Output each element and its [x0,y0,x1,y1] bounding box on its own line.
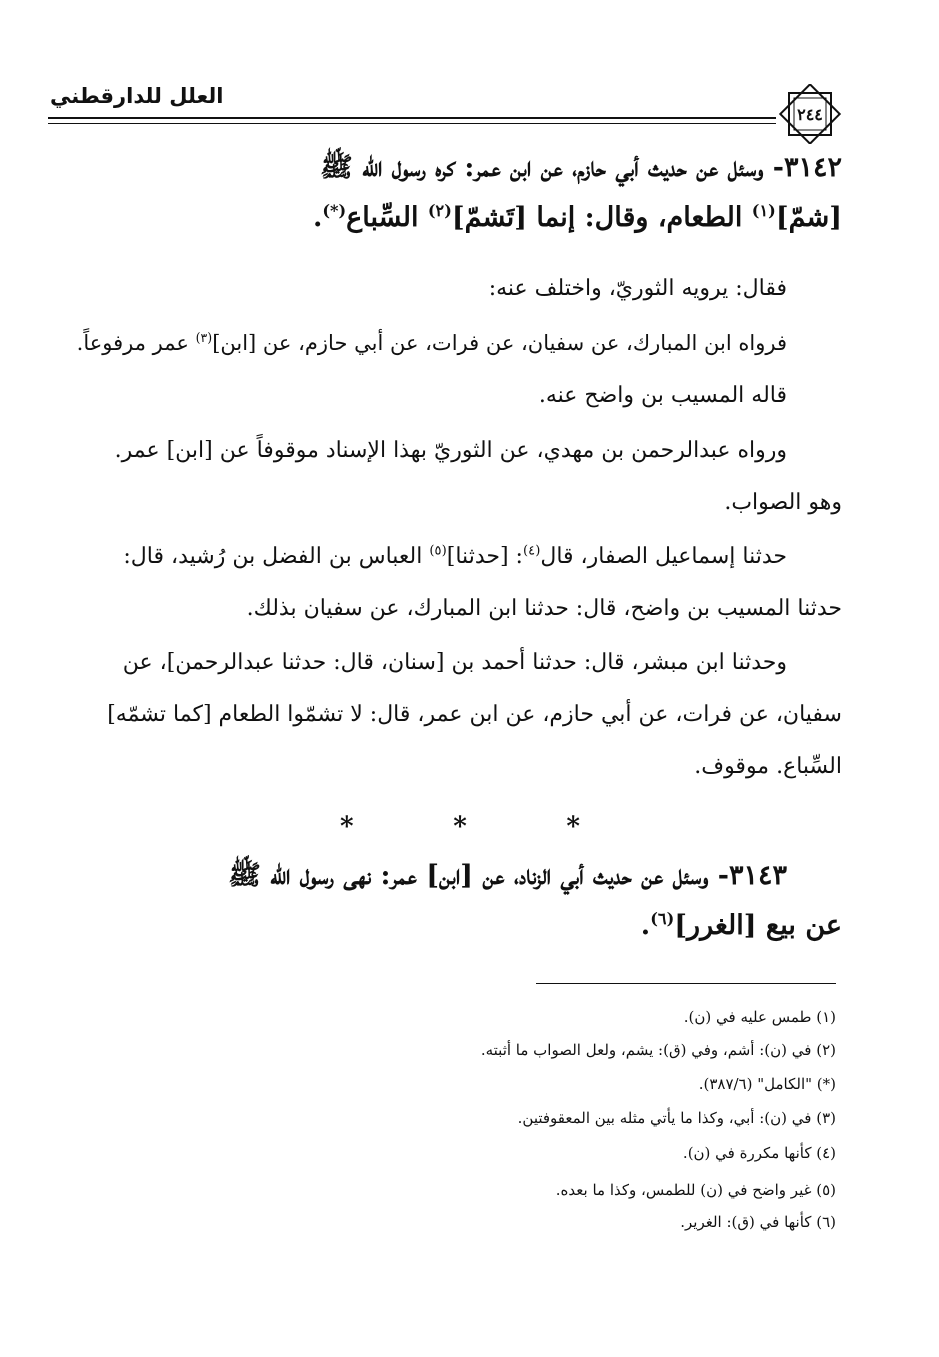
footnote: (١) طمس عليه في (ن). [683,1008,836,1026]
header-rule-thin [48,123,776,124]
entry-title-line: ٣١٤٢- وسئل عن حديث أبي حازم، عن ابن عمر: كره رسول الله ﷺ [320,152,842,183]
paragraph: وحدثنا ابن مبشر، قال: حدثنا أحمد بن [سنان، قال: حدثنا عبدالرحمن]، عن [122,650,787,675]
separator-star: * [566,812,580,842]
separator-star: * [453,812,467,842]
paragraph: قاله المسيب بن واضح عنه. [538,383,787,408]
paragraph: حدثنا إسماعيل الصفار، قال$^{(٤)}$: [حدثنا]$^{(٥)}$ العباس بن الفضل بن رُشيد، قال: [123,543,787,569]
paragraph: وهو الصواب. [724,490,842,515]
entry-title-line: [شمّ]$^{(١)}$ الطعام، وقال: إنما [تَشمّ]$^{(٢)}$ السِّباع(*). [312,201,842,233]
paragraph: سفيان، عن فرات، عن أبي حازم، عن ابن عمر، قال: لا تشمّوا الطعام [كما تشمّه] [107,702,842,727]
footnote-ref: (٤) [522,543,541,559]
section-separator [340,812,580,842]
entry-3142-title [70,150,842,250]
separator-star: * [340,812,354,842]
footnotes-divider [536,983,836,984]
footnote: (٦) كأنها في (ق): الغرير. [680,1213,836,1231]
footnote-ref: (١) [751,201,776,220]
footnote-ref: (٥) [429,543,447,559]
footnote: (*) "الكامل" (٣٨٧/٦). [698,1075,836,1093]
footnote-ref: (٢) [427,201,452,220]
entry-title-line: عن بيع [الغرر]$^{(٦)}$. [640,909,842,941]
paragraph: فرواه ابن المبارك، عن سفيان، عن فرات، عن أبي حازم، عن [ابن]$^{(٣)}$ عمر مرفوعاً. [76,330,787,355]
entry-title-line: ٣١٤٣- وسئل عن حديث أبي الزناد، عن [ابن] عمر: نهى رسول الله ﷺ [228,860,787,891]
paragraph: ورواه عبدالرحمن بن مهدي، عن الثوريّ بهذا الإسناد موقوفاً عن [ابن] عمر. [114,438,787,463]
entry-3142-body [70,276,842,796]
footnote-ref: (*) [322,201,347,220]
book-title: العلل للدارقطني [50,84,224,108]
page-number: ٢٤٤ [797,104,823,124]
footnote: (٤) كأنها مكررة في (ن). [682,1144,836,1162]
footnote: (٣) في (ن): أبي، وكذا ما يأتي مثله بين المعقوفتين. [517,1109,836,1127]
paragraph: السِّباع. موقوف. [694,754,842,779]
footnote: (٥) غير واضح في (ن) للطمس، وكذا ما بعده. [555,1181,836,1199]
entry-3143-title [70,858,842,958]
header-rule-thick [48,117,776,119]
paragraph: حدثنا المسيب بن واضح، قال: حدثنا ابن المبارك، عن سفيان بذلك. [246,596,842,621]
footnote: (٢) في (ن): أشم، وفي (ق): يشم، ولعل الصواب ما أثبته. [480,1041,836,1059]
footnote-ref: (٣) [195,330,213,345]
paragraph: فقال: يرويه الثوريّ، واختلف عنه: [488,276,787,301]
page-number-badge [775,84,845,144]
footnote-ref: (٦) [650,909,675,928]
